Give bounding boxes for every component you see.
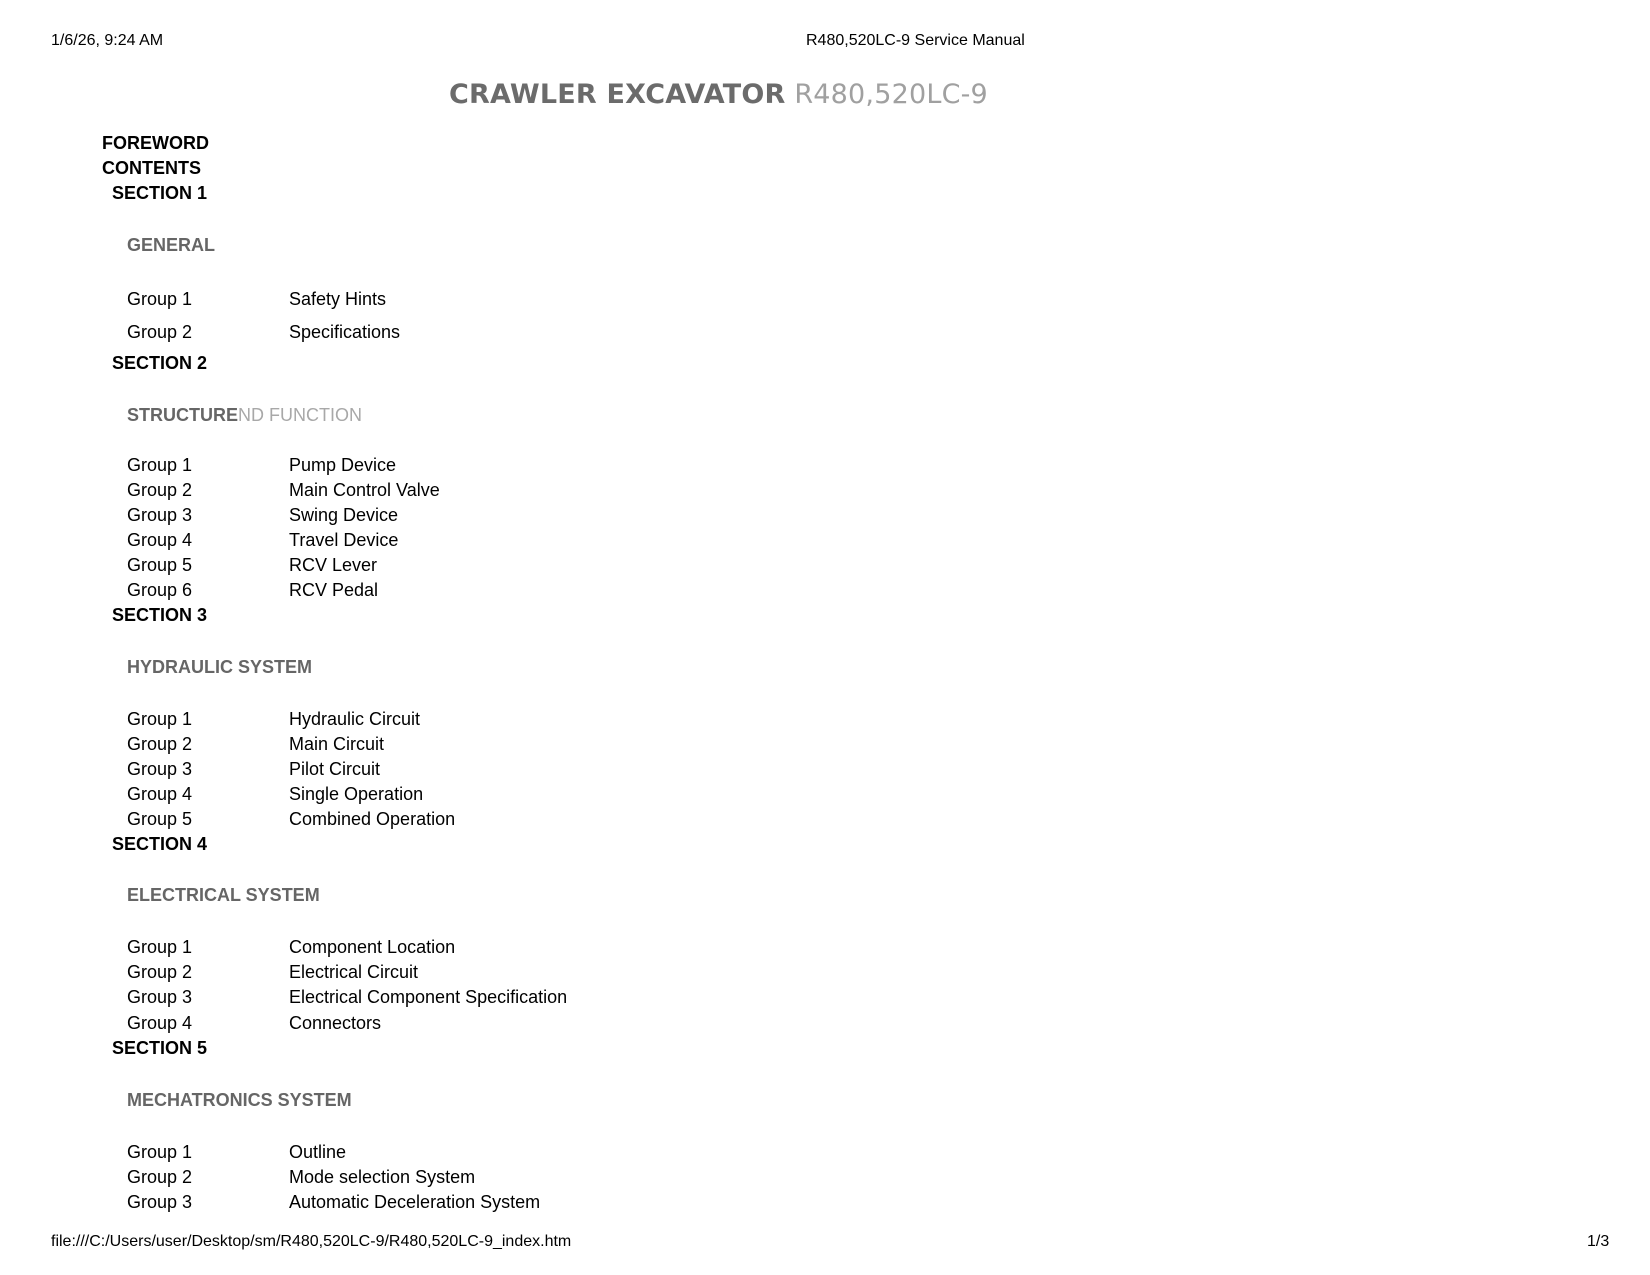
section-2-heading: SECTION 2: [112, 353, 208, 373]
section-3-group-4-label: Group 4: [127, 784, 193, 804]
section-4-heading: SECTION 4: [112, 834, 208, 854]
section-5-category: MECHATRONICS SYSTEM: [127, 1090, 352, 1110]
section-3-group-1-link[interactable]: Hydraulic Circuit: [289, 709, 421, 729]
section-3-group-2-link[interactable]: Main Circuit: [289, 734, 385, 754]
section-2-category-faded: ND FUNCTION: [238, 405, 362, 425]
section-3-group-4-link[interactable]: Single Operation: [289, 784, 424, 804]
section-1-group-1-label: Group 1: [127, 289, 193, 309]
section-3-heading: SECTION 3: [112, 605, 208, 625]
document-title-model: R480,520LC-9: [794, 79, 988, 110]
section-4-category: ELECTRICAL SYSTEM: [127, 885, 320, 905]
section-2-group-1-label: Group 1: [127, 455, 193, 475]
section-5-group-1-label: Group 1: [127, 1142, 193, 1162]
section-2-group-2-label: Group 2: [127, 480, 193, 500]
section-2-category: [127, 405, 362, 426]
section-3-group-1-label: Group 1: [127, 709, 193, 729]
document-title-main: CRAWLER EXCAVATOR: [449, 79, 786, 110]
section-3-group-5-label: Group 5: [127, 809, 193, 829]
section-5-heading: SECTION 5: [112, 1038, 208, 1058]
section-4-group-3-label: Group 3: [127, 987, 193, 1007]
section-1-group-1-link[interactable]: Safety Hints: [289, 289, 387, 309]
section-2-group-4-link[interactable]: Travel Device: [289, 530, 399, 550]
section-5-group-3-link[interactable]: Automatic Deceleration System: [289, 1192, 541, 1212]
section-5-group-2-link[interactable]: Mode selection System: [289, 1167, 476, 1187]
print-footer-url: file:///C:/Users/user/Desktop/sm/R480,520LC-9/R480,520LC-9_index.htm: [51, 1233, 572, 1250]
section-2-group-4-label: Group 4: [127, 530, 193, 550]
section-2-group-3-link[interactable]: Swing Device: [289, 505, 399, 525]
section-2-group-3-label: Group 3: [127, 505, 193, 525]
section-5-group-3-label: Group 3: [127, 1192, 193, 1212]
contents-link[interactable]: CONTENTS: [102, 158, 201, 178]
section-3-group-2-label: Group 2: [127, 734, 193, 754]
print-page-indicator: 1/3: [1587, 1233, 1610, 1250]
section-1-group-2-label: Group 2: [127, 322, 193, 342]
section-2-category-main: STRUCTURE: [127, 405, 238, 425]
section-3-category: HYDRAULIC SYSTEM: [127, 657, 313, 677]
foreword-link[interactable]: FOREWORD: [102, 133, 209, 153]
section-2-group-5-label: Group 5: [127, 555, 193, 575]
section-4-group-1-label: Group 1: [127, 937, 193, 957]
section-1-heading: SECTION 1: [112, 183, 208, 203]
section-4-group-4-label: Group 4: [127, 1013, 193, 1033]
section-2-group-1-link[interactable]: Pump Device: [289, 455, 397, 475]
section-2-group-6-label: Group 6: [127, 580, 193, 600]
section-4-group-2-label: Group 2: [127, 962, 193, 982]
section-2-group-6-link[interactable]: RCV Pedal: [289, 580, 379, 600]
section-5-group-2-label: Group 2: [127, 1167, 193, 1187]
print-page-title: R480,520LC-9 Service Manual: [806, 32, 1025, 49]
section-4-group-1-link[interactable]: Component Location: [289, 937, 456, 957]
section-2-group-2-link[interactable]: Main Control Valve: [289, 480, 440, 500]
section-3-group-3-label: Group 3: [127, 759, 193, 779]
section-4-group-3-link[interactable]: Electrical Component Specification: [289, 987, 568, 1007]
section-3-group-5-link[interactable]: Combined Operation: [289, 809, 456, 829]
print-datetime: 1/6/26, 9:24 AM: [51, 32, 164, 49]
section-3-group-3-link[interactable]: Pilot Circuit: [289, 759, 381, 779]
section-4-group-4-link[interactable]: Connectors: [289, 1013, 382, 1033]
section-4-group-2-link[interactable]: Electrical Circuit: [289, 962, 419, 982]
document-title: [449, 79, 988, 110]
section-2-group-5-link[interactable]: RCV Lever: [289, 555, 378, 575]
section-5-group-1-link[interactable]: Outline: [289, 1142, 347, 1162]
section-1-category: GENERAL: [127, 235, 216, 255]
section-1-group-2-link[interactable]: Specifications: [289, 322, 401, 342]
